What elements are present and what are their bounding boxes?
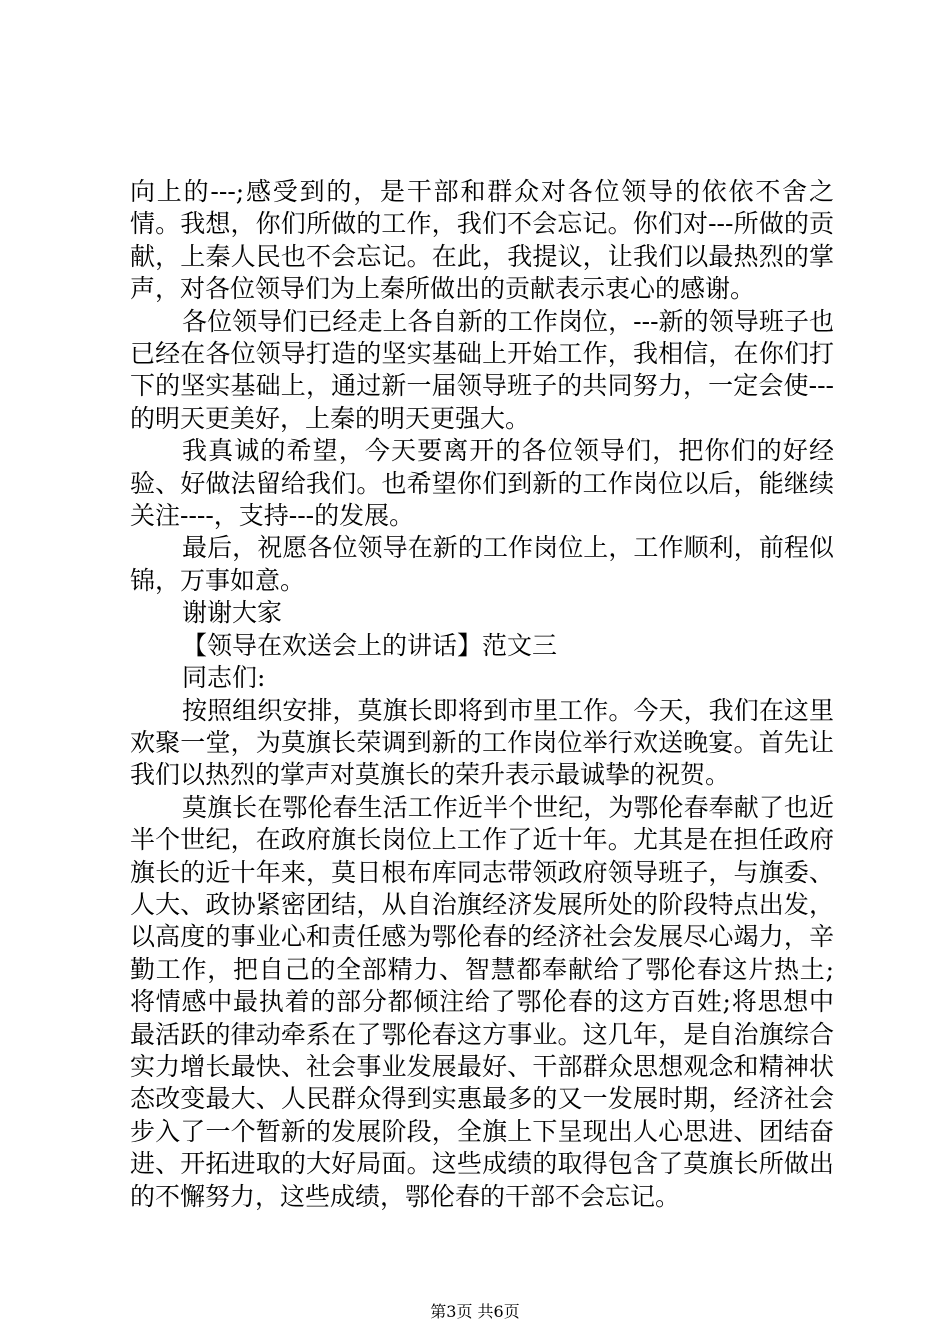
paragraph: 最后，祝愿各位领导在新的工作岗位上，工作顺利，前程似锦，万事如意。: [130, 533, 834, 595]
section-heading: 【领导在欢送会上的讲话】范文三: [182, 630, 558, 660]
paragraph: 向上的---;感受到的，是干部和群众对各位领导的依依不舍之情。我想，你们所做的工作，我们不会忘记。你们对---所做的贡献，上秦人民也不会忘记。在此，我提议，让我们以最热烈的掌声，对各位领导们为上秦所做出的贡献表示衷心的感谢。: [130, 177, 834, 304]
paragraph: 我真诚的希望，今天要离开的各位领导们，把你们的好经验、好做法留给我们。也希望你们到新的工作岗位以后，能继续关注----，支持---的发展。: [130, 436, 834, 531]
document-body: [130, 176, 834, 1213]
salutation: 同志们:: [182, 663, 266, 693]
page-number-footer: 第3页 共6页: [430, 1302, 520, 1321]
paragraph: 按照组织安排，莫旗长即将到市里工作。今天，我们在这里欢聚一堂，为莫旗长荣调到新的工作岗位举行欢送晚宴。首先让我们以热烈的掌声对莫旗长的荣升表示最诚挚的祝贺。: [130, 695, 834, 790]
paragraph: 莫旗长在鄂伦春生活工作近半个世纪，为鄂伦春奉献了也近半个世纪，在政府旗长岗位上工作了近十年。尤其是在担任政府旗长的近十年来，莫日根布库同志带领政府领导班子，与旗委、人大、政协紧密团结，从自治旗经济发展所处的阶段特点出发，以高度的事业心和责任感为鄂伦春的经济社会发展尽心竭力，辛勤工作，把自己的全部精力、智慧都奉献给了鄂伦春这片热土;将情感中最执着的部分都倾注给了鄂伦春的这方百姓;将思想中最活跃的律动牵系在了鄂伦春这方事业。这几年，是自治旗综合实力增长最快、社会事业发展最好、干部群众思想观念和精神状态改变最大、人民群众得到实惠最多的又一发展时期，经济社会步入了一个暂新的发展阶段，全旗上下呈现出人心思进、团结奋进、开拓进取的大好局面。这些成绩的取得包含了莫旗长所做出的不懈努力，这些成绩，鄂伦春的干部不会忘记。: [130, 792, 834, 1211]
closing-thanks: 谢谢大家: [182, 598, 283, 628]
paragraph: 各位领导们已经走上各自新的工作岗位，---新的领导班子也已经在各位领导打造的坚实基础上开始工作，我相信，在你们打下的坚实基础上，通过新一届领导班子的共同努力，一定会使---的明天更美好，上秦的明天更强大。: [130, 306, 834, 433]
